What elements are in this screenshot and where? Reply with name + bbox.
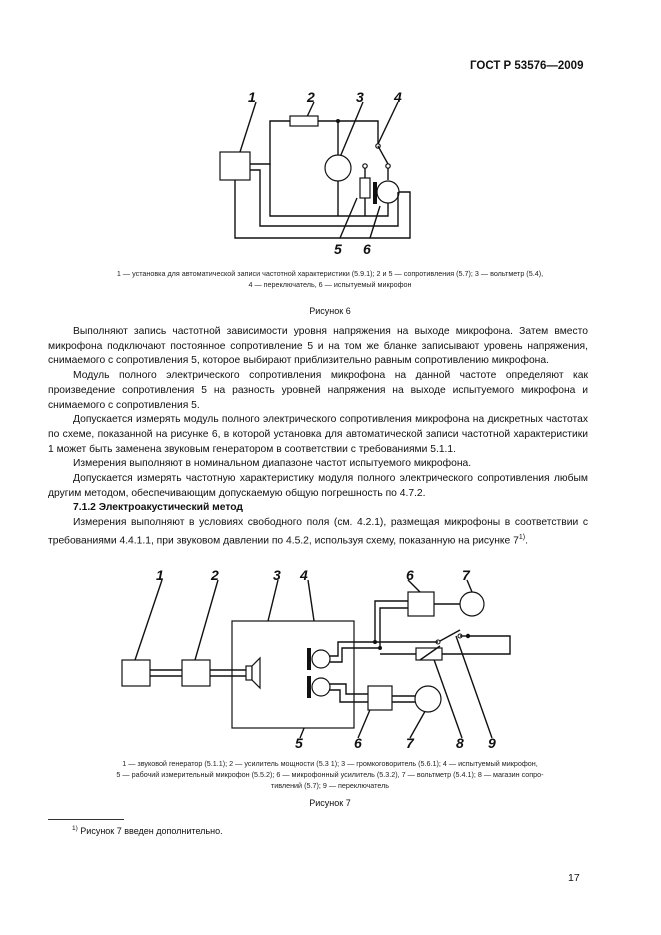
body-text [48, 325, 588, 549]
fig7-label: 7 [462, 567, 470, 583]
fig6-resistor-5 [360, 178, 370, 198]
footnote-divider [48, 819, 124, 820]
legend-line: 4 — переключатель, 6 — испытуемый микрофон [248, 280, 412, 289]
footnote-text: Рисунок 7 введен дополнительно. [80, 826, 223, 836]
legend-line: тивлений (5.7); 9 — переключатель [270, 781, 390, 790]
fig7-mic-amplifier-6 [368, 686, 392, 710]
fig6-recorder-block [220, 152, 250, 180]
figure-7-legend [40, 758, 620, 791]
fig7-label: 3 [273, 567, 281, 583]
legend-line: 1 — звуковой генератор (5.1.1); 2 — усилитель мощности (5.3 1); 3 — громкоговоритель (5.6.1); 4 — испытуемый микрофон, [122, 759, 538, 768]
fig6-label: 4 [394, 89, 402, 105]
paragraph [48, 516, 588, 549]
standard-code: ГОСТ Р 53576—2009 [470, 60, 584, 72]
fig7-label: 2 [211, 567, 219, 583]
fig6-microphone-6 [377, 181, 399, 203]
footnote [72, 825, 223, 836]
figure-7-diagram [110, 566, 520, 751]
fig6-switch-4 [378, 146, 388, 164]
fig7-label: 4 [300, 567, 308, 583]
fig7-label: 9 [488, 735, 496, 751]
fig7-voltmeter-7 [415, 686, 441, 712]
fig7-label: 8 [456, 735, 464, 751]
paragraph-text: Измерения выполняют в условиях свободного поля (см. 4.2.1), размещая микрофоны в соответствии с требованиями 4.4.1.1, при звуковом давлении по 4.5.2, используя схему, показанную на рисунке 7 [48, 517, 588, 547]
paragraph: Модуль полного электрического сопротивления микрофона на данной частоте определяют как произведение сопротивления 5 на разность уровней напряжения на выходе испытуемого микрофона и снимаемого с сопротивления 5. [48, 370, 588, 411]
fig7-microphone-5 [312, 678, 330, 696]
fig7-mic-amplifier-6-top [408, 592, 434, 616]
fig6-mic-6-body [373, 182, 377, 204]
paragraph: Измерения выполняют в номинальном диапазоне частот испытуемого микрофона. [73, 458, 472, 470]
fig6-label: 5 [334, 241, 342, 257]
footnote-ref: 1) [518, 533, 526, 541]
figure-6-caption: Рисунок 6 [309, 306, 351, 316]
fig7-label: 6 [354, 735, 362, 751]
legend-line: 1 — установка для автоматической записи частотной характеристики (5.9.1); 2 и 5 — сопротивления (5.7); 3 — вольтметр (5.4), [116, 269, 544, 278]
figure-6-diagram [210, 88, 430, 258]
figure-6-legend [40, 268, 620, 290]
fig7-generator-1 [122, 660, 150, 686]
footnote-mark: 1) [72, 825, 78, 832]
fig7-label: 1 [156, 567, 164, 583]
fig7-label: 6 [406, 567, 414, 583]
section-heading: 7.1.2 Электроакустический метод [73, 502, 243, 514]
legend-line: 5 — рабочий измерительный микрофон (5.5.2); 6 — микрофонный усилитель (5.3.2), 7 — вольтметр (5.4.1); 8 — магазин сопро- [116, 770, 544, 779]
figure-7-caption: Рисунок 7 [309, 798, 351, 808]
fig7-label: 7 [406, 735, 414, 751]
fig6-resistor-2 [290, 116, 318, 126]
paragraph-end: . [525, 535, 528, 547]
paragraph: Допускается измерять частотную характеристику модуля полного электрического сопротивления любым другим методом, обеспечивающим допускаемую общую погрешность по 4.7.2. [48, 473, 588, 499]
paragraph: Допускается измерять модуль полного электрического сопротивления микрофона на дискретных частотах по схеме, показанной на рисунке 6, в которой установка для автоматической записи частотной характеристики 1 может быть заменена звуковым генератором в соответствии с требованиями 5.1.1. [48, 414, 588, 455]
fig6-voltmeter-3 [325, 155, 351, 181]
fig6-label: 3 [356, 89, 364, 105]
fig6-label: 2 [307, 89, 315, 105]
fig6-label: 1 [248, 89, 256, 105]
fig7-microphone-4 [312, 650, 330, 668]
fig7-label: 5 [295, 735, 303, 751]
fig7-amplifier-2 [182, 660, 210, 686]
fig6-label: 6 [363, 241, 371, 257]
fig7-loudspeaker-3 [246, 666, 252, 680]
paragraph: Выполняют запись частотной зависимости уровня напряжения на выходе микрофона. Затем вместо микрофона подключают постоянное сопротивление 5 и на том же бланке записывают уровень напряжения, снимаемого с сопротивления 5, которое выбирают приблизительно равным сопротивлению микрофона. [48, 326, 588, 367]
fig7-voltmeter-7-top [460, 592, 484, 616]
page-number: 17 [568, 872, 580, 884]
